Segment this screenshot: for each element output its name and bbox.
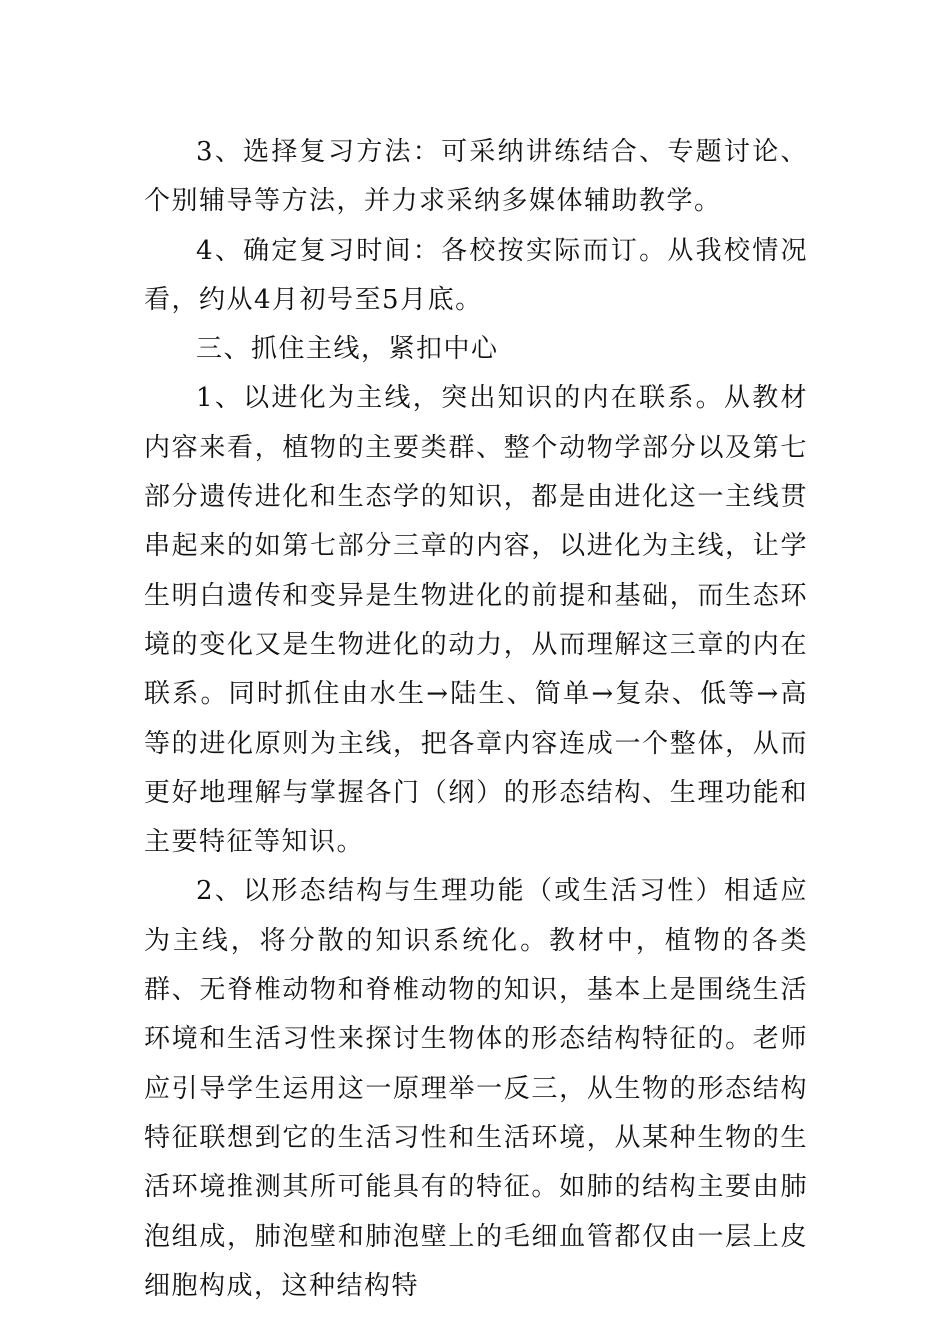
paragraph-structure-function: 2、以形态结构与生理功能（或生活习性）相适应为主线，将分散的知识系统化。教材中，植物的各类群、无脊椎动物和脊椎动物的知识，基本上是围绕生活环境和生活习性来探讨生物体的形态结构特征的。老师应引导学生运用这一原理举一反三，从生物的形态结构特征联想到它的生活习性和生活环境，从某种生物的生活环境推测其所可能具有的特征。如肺的结构主要由肺泡组成，肺泡壁和肺泡壁上的毛细血管都仅由一层上皮细胞构成，这种结构特 bbox=[144, 876, 808, 1301]
paragraph-review-time: 4、确定复习时间：各校按实际而订。从我校情况看，约从4月初号至5月底。 bbox=[144, 235, 808, 315]
document-body bbox=[144, 128, 808, 1311]
paragraph-review-method: 3、选择复习方法：可采纳讲练结合、专题讨论、个别辅导等方法，并力求采纳多媒体辅助教学。 bbox=[144, 137, 808, 217]
paragraph-evolution-main-line: 1、以进化为主线，突出知识的内在联系。从教材内容来看，植物的主要类群、整个动物学部分以及第七部分遗传进化和生态学的知识，都是由进化这一主线贯串起来的如第七部分三章的内容，以进化为主线，让学生明白遗传和变异是生物进化的前提和基础，而生态环境的变化又是生物进化的动力，从而理解这三章的内在联系。同时抓住由水生→陆生、简单→复杂、低等→高等的进化原则为主线，把各章内容连成一个整体，从而更好地理解与掌握各门（纲）的形态结构、生理功能和主要特征等知识。 bbox=[144, 383, 808, 858]
section-heading-main-line: 三、抓住主线，紧扣中心 bbox=[196, 334, 499, 365]
